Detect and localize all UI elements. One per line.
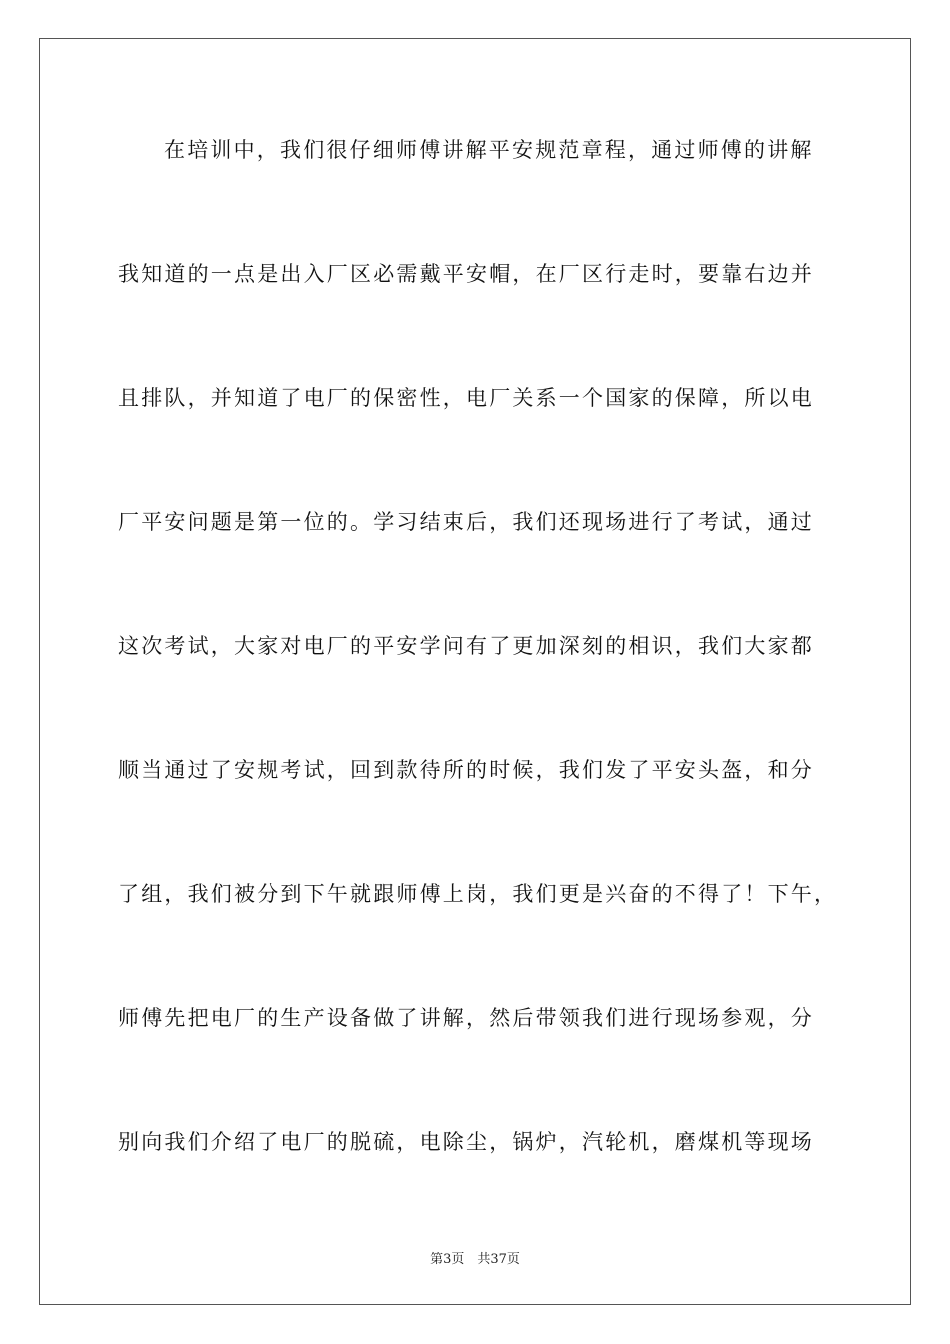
- paragraph-line-7: 了组，我们被分到下午就跟师傅上岗，我们更是兴奋的不得了！下午，: [118, 882, 838, 906]
- paragraph-line-9: 别向我们介绍了电厂的脱硫，电除尘，锅炉，汽轮机，磨煤机等现场: [118, 1130, 814, 1154]
- paragraph-line-5: 这次考试，大家对电厂的平安学问有了更加深刻的相识，我们大家都: [118, 634, 814, 658]
- paragraph-line-1: 在培训中，我们很仔细师傅讲解平安规范章程，通过师傅的讲解: [164, 138, 814, 162]
- paragraph-line-2: 我知道的一点是出入厂区必需戴平安帽，在厂区行走时，要靠右边并: [118, 262, 814, 286]
- paragraph-line-6: 顺当通过了安规考试，回到款待所的时候，我们发了平安头盔，和分: [118, 758, 814, 782]
- page-border: [39, 38, 911, 1305]
- paragraph-line-3: 且排队，并知道了电厂的保密性，电厂关系一个国家的保障，所以电: [118, 386, 814, 410]
- paragraph-line-4: 厂平安问题是第一位的。学习结束后，我们还现场进行了考试，通过: [118, 510, 814, 534]
- page-number-footer: 第3页 共37页: [430, 1252, 520, 1267]
- paragraph-line-8: 师傅先把电厂的生产设备做了讲解，然后带领我们进行现场参观，分: [118, 1006, 814, 1030]
